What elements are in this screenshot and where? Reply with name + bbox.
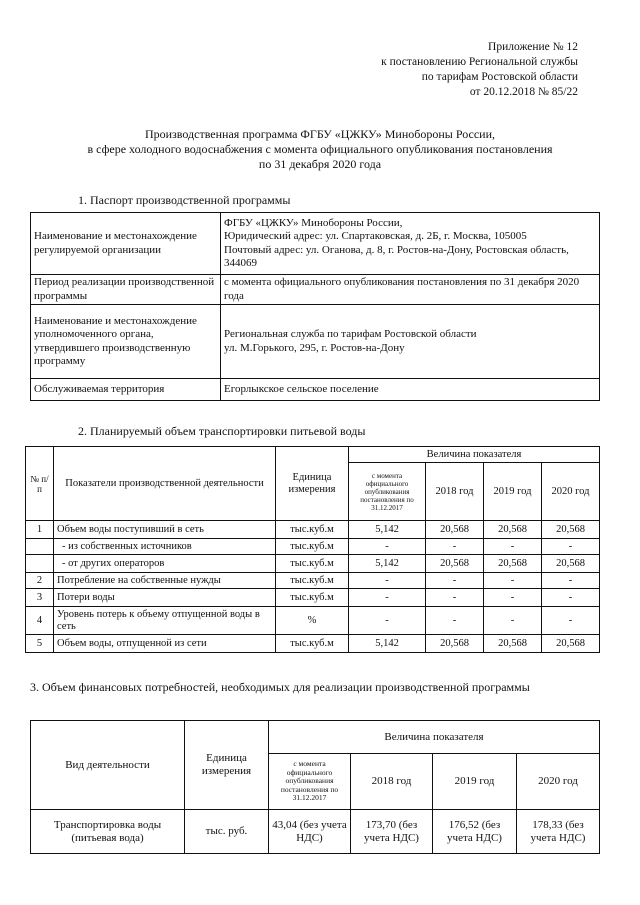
document-title — [20, 127, 620, 172]
cell-value: 20,568 — [542, 555, 600, 573]
cell-unit: % — [276, 607, 349, 635]
cell-value: - — [484, 589, 542, 607]
cell-name: Объем воды, отпущенной из сети — [54, 635, 276, 653]
cell-value: 20,568 — [426, 635, 484, 653]
cell-unit: тыс.куб.м — [276, 521, 349, 539]
cell-value: 20,568 — [426, 555, 484, 573]
cell-value: - — [349, 539, 426, 555]
table-row — [31, 213, 600, 275]
cell-value: 5,142 — [349, 555, 426, 573]
cell-num — [26, 555, 54, 573]
cell-num: 3 — [26, 589, 54, 607]
cell-num: 2 — [26, 573, 54, 589]
cell-value: - — [349, 589, 426, 607]
cell-value: 20,568 — [542, 635, 600, 653]
header-2019: 2019 год — [484, 463, 542, 521]
header-num: № п/п — [26, 447, 54, 521]
table-row — [26, 607, 600, 635]
cell-value: 20,568 — [426, 521, 484, 539]
appendix-line: от 20.12.2018 № 85/22 — [469, 86, 578, 98]
header-value: Величина показателя — [269, 721, 600, 754]
cell-value: 178,33 (без учета НДС) — [517, 810, 600, 854]
table-cell — [221, 213, 600, 275]
table-cell: Период реализации производственной программы — [31, 275, 221, 305]
table-row — [31, 379, 600, 401]
header-unit: Единица измерения — [276, 447, 349, 521]
table-row — [26, 521, 600, 539]
table-row — [26, 555, 600, 573]
cell-value: - — [426, 573, 484, 589]
cell-value: - — [542, 607, 600, 635]
cell-unit: тыс.куб.м — [276, 539, 349, 555]
cell-name: Потери воды — [54, 589, 276, 607]
cell-num: 5 — [26, 635, 54, 653]
cell-value: 20,568 — [484, 635, 542, 653]
section1-heading: 1. Паспорт производственной программы — [78, 193, 291, 207]
table-cell: с момента официального опубликования постановления по 31 декабря 2020 года — [221, 275, 600, 305]
table-row — [31, 305, 600, 379]
section3-heading: 3. Объем финансовых потребностей, необходимых для реализации производственной программы — [30, 680, 530, 694]
cell-unit: тыс.куб.м — [276, 635, 349, 653]
header-2019: 2019 год — [433, 754, 517, 810]
table-header-row — [26, 447, 600, 463]
cell-line: ФГБУ «ЦЖКУ» Минобороны России, — [224, 216, 403, 229]
cell-value: - — [542, 573, 600, 589]
cell-name: Уровень потерь к объему отпущенной воды в сеть — [54, 607, 276, 635]
title-line: по 31 декабря 2020 года — [258, 157, 382, 171]
cell-num — [26, 539, 54, 555]
cell-value: - — [542, 589, 600, 607]
cell-value: - — [426, 589, 484, 607]
cell-name: Объем воды поступивший в сеть — [54, 521, 276, 539]
cell-value: - — [542, 539, 600, 555]
appendix-line: к постановлению Региональной службы — [381, 56, 578, 68]
table-row — [26, 635, 600, 653]
table-cell: Наименование и местонахождение уполномоченного органа, утвердившего производственную программу — [31, 305, 221, 379]
cell-value: 20,568 — [542, 521, 600, 539]
cell-unit: тыс.куб.м — [276, 573, 349, 589]
header-value: Величина показателя — [349, 447, 600, 463]
cell-activity: Транспортировка воды (питьевая вода) — [31, 810, 185, 854]
cell-value: - — [349, 573, 426, 589]
cell-value: 5,142 — [349, 521, 426, 539]
table-cell — [221, 305, 600, 379]
cell-num: 1 — [26, 521, 54, 539]
volume-table — [25, 446, 600, 653]
header-unit: Единица измерения — [185, 721, 269, 810]
table-row — [31, 810, 600, 854]
finance-table — [30, 720, 600, 854]
cell-line: ул. М.Горького, 295, г. Ростов-на-Дону — [224, 341, 405, 354]
cell-value: 20,568 — [484, 555, 542, 573]
header-indicator: Показатели производственной деятельности — [54, 447, 276, 521]
table-cell: Обслуживаемая территория — [31, 379, 221, 401]
cell-line: Юридический адрес: ул. Спартаковская, д. 2Б, г. Москва, 105005 — [224, 230, 527, 242]
cell-value: 5,142 — [349, 635, 426, 653]
table-cell: Егорлыкское сельское поселение — [221, 379, 600, 401]
table-row — [31, 275, 600, 305]
table-row — [26, 573, 600, 589]
cell-name: - от других операторов — [54, 555, 276, 573]
title-line: Производственная программа ФГБУ «ЦЖКУ» Минобороны России, — [144, 127, 496, 141]
cell-value: 20,568 — [484, 521, 542, 539]
table-row — [26, 589, 600, 607]
cell-line: Почтовый адрес: ул. Оганова, д. 8, г. Ростов-на-Дону, Ростовская область, 344069 — [224, 243, 569, 269]
cell-value: 173,70 (без учета НДС) — [351, 810, 433, 854]
cell-value: 176,52 (без учета НДС) — [433, 810, 517, 854]
table-header-row — [31, 721, 600, 754]
header-2018: 2018 год — [426, 463, 484, 521]
appendix-line: Приложение № 12 — [488, 41, 578, 53]
cell-line: Региональная служба по тарифам Ростовской области — [224, 328, 477, 340]
section2-heading: 2. Планируемый объем транспортировки питьевой воды — [78, 424, 366, 438]
passport-table — [30, 212, 600, 401]
title-line: в сфере холодного водоснабжения с момента официального опубликования постановления — [87, 142, 553, 156]
cell-value: - — [484, 573, 542, 589]
header-2018: 2018 год — [351, 754, 433, 810]
appendix-line: по тарифам Ростовской области — [421, 71, 578, 83]
header-2020: 2020 год — [517, 754, 600, 810]
table-row — [26, 539, 600, 555]
cell-unit: тыс.куб.м — [276, 589, 349, 607]
cell-unit: тыс. руб. — [185, 810, 269, 854]
cell-value: - — [426, 539, 484, 555]
cell-value: 43,04 (без учета НДС) — [269, 810, 351, 854]
cell-value: - — [484, 539, 542, 555]
cell-num: 4 — [26, 607, 54, 635]
header-activity: Вид деятельности — [31, 721, 185, 810]
header-2020: 2020 год — [542, 463, 600, 521]
cell-name: - из собственных источников — [54, 539, 276, 555]
cell-unit: тыс.куб.м — [276, 555, 349, 573]
header-period0: с момента официального опубликования постановления по 31.12.2017 — [269, 754, 351, 810]
header-period0: с момента официального опубликования постановления по 31.12.2017 — [349, 463, 426, 521]
cell-value: - — [349, 607, 426, 635]
cell-value: - — [426, 607, 484, 635]
cell-value: - — [484, 607, 542, 635]
table-cell: Наименование и местонахождение регулируемой организации — [31, 213, 221, 275]
appendix-header — [381, 40, 578, 100]
cell-name: Потребление на собственные нужды — [54, 573, 276, 589]
